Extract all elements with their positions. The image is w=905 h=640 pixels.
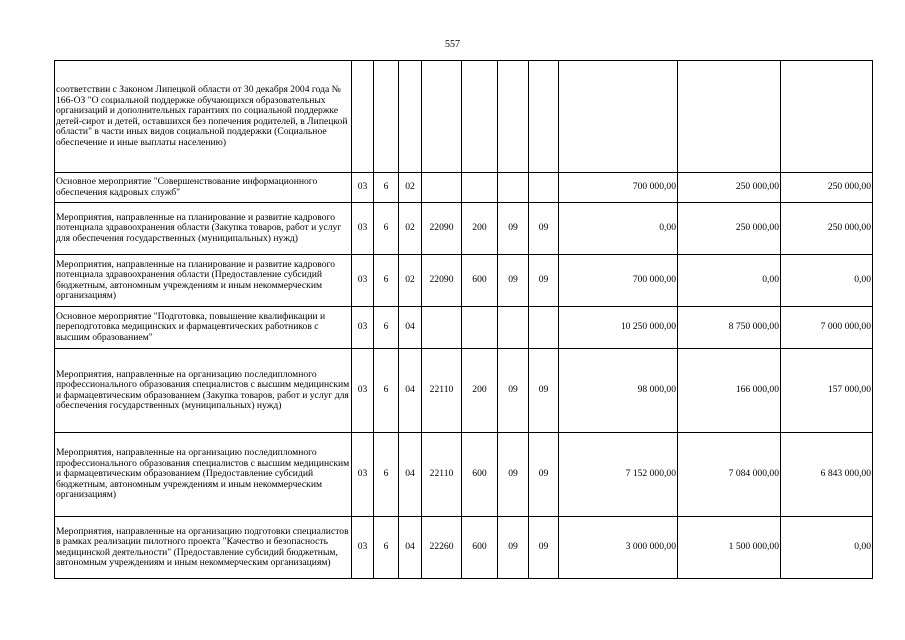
subprogram-code: 6 (374, 203, 399, 255)
row-description: Мероприятия, направленные на организацию последипломного профессионального образования специалистов с высшим медицинским и фармацевтическим образованием (Закупка товаров, работ и услуг для обеспечения государственных (муниципальных) нужд) (55, 349, 352, 433)
budget-table (54, 60, 873, 579)
direction-code (422, 173, 462, 203)
expense-type-code: 200 (462, 349, 498, 433)
section-code: 09 (498, 203, 529, 255)
amount-year-3: 250 000,00 (781, 203, 873, 255)
program-code: 03 (352, 255, 374, 307)
amount-year-2: 166 000,00 (678, 349, 781, 433)
program-code: 03 (352, 173, 374, 203)
row-description: Мероприятия, направленные на организацию последипломного профессионального образования специалистов с высшим медицинским и фармацевтическим образованием (Предоставление субсидий бюджетным, автономным учреждениям и иным некоммерческим организациям) (55, 433, 352, 517)
expense-type-code: 600 (462, 433, 498, 517)
row-description: Мероприятия, направленные на планирование и развитие кадрового потенциала здравоохранения области (Предоставление субсидий бюджетным, автономным учреждениям и иным некоммерческим организациям) (55, 255, 352, 307)
subprogram-code (374, 61, 399, 173)
amount-year-3: 250 000,00 (781, 173, 873, 203)
row-description: соответствии с Законом Липецкой области от 30 декабря 2004 года № 166-ОЗ "О социальной поддержке обучающихся образовательных организаций и дополнительных гарантиях по социальной поддержке детей-сирот и детей, оставшихся без попечения родителей, в Липецкой области" в части иных видов социальной поддержки (Социальное обеспечение и иные выплаты населению) (55, 61, 352, 173)
subsection-code (529, 61, 559, 173)
amount-year-2: 0,00 (678, 255, 781, 307)
main-activity-code: 02 (399, 255, 422, 307)
expense-type-code: 600 (462, 255, 498, 307)
direction-code: 22260 (422, 517, 462, 579)
amount-year-1: 0,00 (559, 203, 678, 255)
section-code (498, 173, 529, 203)
row-description: Мероприятия, направленные на планирование и развитие кадрового потенциала здравоохранения области (Закупка товаров, работ и услуг для обеспечения государственных (муниципальных) нужд) (55, 203, 352, 255)
main-activity-code: 04 (399, 517, 422, 579)
subsection-code (529, 173, 559, 203)
section-code: 09 (498, 255, 529, 307)
subprogram-code: 6 (374, 307, 399, 349)
subsection-code: 09 (529, 349, 559, 433)
subsection-code (529, 307, 559, 349)
table-row (55, 61, 873, 173)
direction-code: 22110 (422, 349, 462, 433)
table-row (55, 433, 873, 517)
direction-code: 22090 (422, 203, 462, 255)
program-code: 03 (352, 517, 374, 579)
row-description: Основное мероприятие "Подготовка, повышение квалификации и переподготовка медицинских и фармацевтических работников с высшим образованием" (55, 307, 352, 349)
section-code: 09 (498, 349, 529, 433)
main-activity-code: 04 (399, 349, 422, 433)
expense-type-code (462, 307, 498, 349)
amount-year-2: 250 000,00 (678, 203, 781, 255)
program-code: 03 (352, 349, 374, 433)
amount-year-2: 8 750 000,00 (678, 307, 781, 349)
row-description: Основное мероприятие "Совершенствование информационного обеспечения кадровых служб" (55, 173, 352, 203)
subprogram-code: 6 (374, 173, 399, 203)
section-code (498, 307, 529, 349)
subprogram-code: 6 (374, 433, 399, 517)
amount-year-1: 7 152 000,00 (559, 433, 678, 517)
direction-code: 22110 (422, 433, 462, 517)
amount-year-2: 250 000,00 (678, 173, 781, 203)
amount-year-1: 10 250 000,00 (559, 307, 678, 349)
table-row (55, 255, 873, 307)
amount-year-2: 7 084 000,00 (678, 433, 781, 517)
section-code (498, 61, 529, 173)
program-code: 03 (352, 433, 374, 517)
amount-year-2 (678, 61, 781, 173)
amount-year-3: 7 000 000,00 (781, 307, 873, 349)
amount-year-3: 0,00 (781, 517, 873, 579)
amount-year-3: 0,00 (781, 255, 873, 307)
main-activity-code: 04 (399, 307, 422, 349)
subsection-code: 09 (529, 517, 559, 579)
program-code: 03 (352, 203, 374, 255)
direction-code: 22090 (422, 255, 462, 307)
expense-type-code (462, 61, 498, 173)
direction-code (422, 61, 462, 173)
table-row (55, 173, 873, 203)
page-number: 557 (445, 39, 460, 50)
table-row (55, 307, 873, 349)
expense-type-code (462, 173, 498, 203)
expense-type-code: 200 (462, 203, 498, 255)
row-description: Мероприятия, направленные на организацию подготовки специалистов в рамках реализации пилотного проекта "Качество и безопасность медицинской деятельности" (Предоставление субсидий бюджетным, автономным учреждениям и иным некоммерческим организациям) (55, 517, 352, 579)
amount-year-1: 700 000,00 (559, 255, 678, 307)
amount-year-3 (781, 61, 873, 173)
amount-year-1 (559, 61, 678, 173)
amount-year-3: 157 000,00 (781, 349, 873, 433)
table-row (55, 203, 873, 255)
program-code: 03 (352, 307, 374, 349)
expense-type-code: 600 (462, 517, 498, 579)
subsection-code: 09 (529, 255, 559, 307)
main-activity-code: 02 (399, 173, 422, 203)
section-code: 09 (498, 517, 529, 579)
amount-year-1: 700 000,00 (559, 173, 678, 203)
subprogram-code: 6 (374, 517, 399, 579)
subprogram-code: 6 (374, 349, 399, 433)
subprogram-code: 6 (374, 255, 399, 307)
main-activity-code: 04 (399, 433, 422, 517)
program-code (352, 61, 374, 173)
amount-year-1: 98 000,00 (559, 349, 678, 433)
amount-year-1: 3 000 000,00 (559, 517, 678, 579)
subsection-code: 09 (529, 433, 559, 517)
main-activity-code: 02 (399, 203, 422, 255)
table-row (55, 517, 873, 579)
amount-year-2: 1 500 000,00 (678, 517, 781, 579)
subsection-code: 09 (529, 203, 559, 255)
table-row (55, 349, 873, 433)
section-code: 09 (498, 433, 529, 517)
main-activity-code (399, 61, 422, 173)
direction-code (422, 307, 462, 349)
amount-year-3: 6 843 000,00 (781, 433, 873, 517)
table-body (55, 61, 873, 579)
